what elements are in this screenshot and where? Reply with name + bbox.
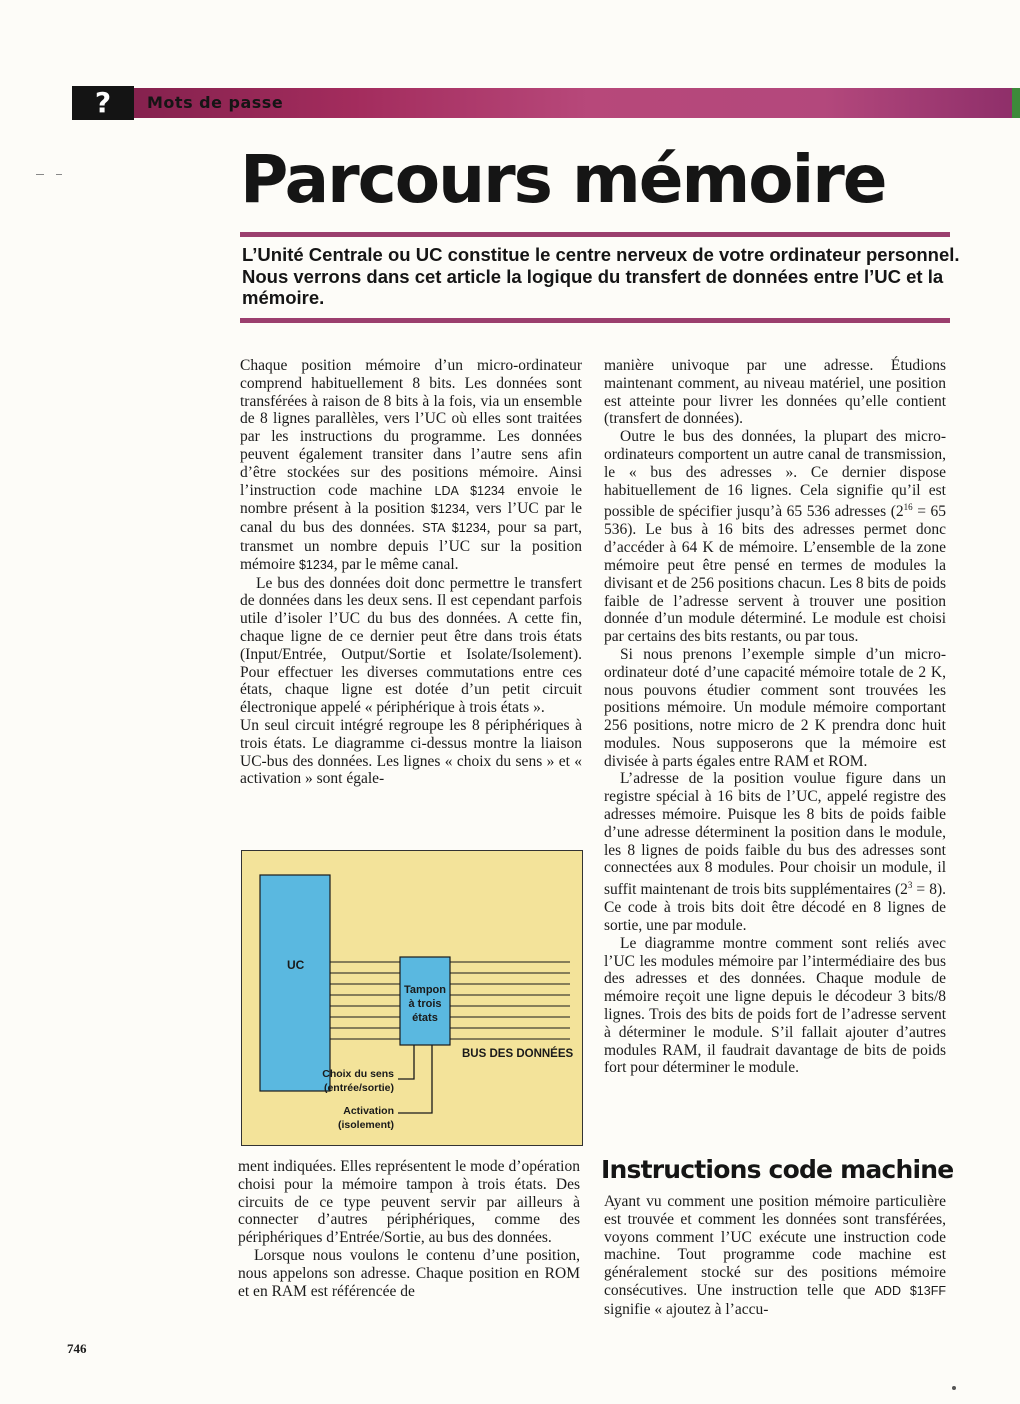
page-number: 746: [67, 1341, 87, 1356]
section-heading: Instructions code machine: [601, 1155, 954, 1184]
uc-label: UC: [287, 958, 305, 972]
paragraph: Un seul circuit intégré regroupe les 8 périphériques à trois états. Le diagramme ci-dessus montre la liaison UC-bus des données. Les lignes « choix du sens » et « activation » sont égale-: [240, 716, 582, 788]
text-run: Ayant vu comment une position mémoire particulière est trouvée et comment les données sont transférées, voyons comment l’UC exécute une instruction code machine. Tout programme code machine est généralement stocké sur des positions mémoire consécutives. Une instruction telle que: [604, 1193, 946, 1299]
buffer-label-line2: à trois: [408, 998, 442, 1010]
page-title: Parcours mémoire: [240, 141, 886, 218]
code-sta: STA $1234: [422, 521, 487, 536]
uc-block: [260, 875, 330, 1091]
code-address: $1234: [298, 557, 334, 572]
text-run: , par le même canal.: [333, 555, 459, 573]
text-run: Chaque position mémoire d’un micro-ordinateur comprend habituellement 8 bits. Les données sont transférées à raison de 8 bits à la fois, via un ensemble de 8 lignes parallèles, vers l’UC où elles sont traitées par les instructions du programme. Les données peuvent également transiter dans l’autre sens afin d’être stockées sur des positions mémoire. Ainsi l’instruction code machine: [240, 357, 582, 499]
question-mark-icon: ?: [72, 86, 134, 120]
text-run: , vers l’UC par le canal du bus des données.: [240, 500, 582, 537]
crop-mark: [56, 174, 62, 175]
superscript: 3: [907, 880, 913, 891]
edge-tab: [1012, 88, 1020, 118]
bus-label: BUS DES DONNÉES: [462, 1048, 574, 1060]
choix-label-line2: (entrée/sortie): [323, 1082, 394, 1094]
activation-label-line2: (isolement): [337, 1119, 394, 1131]
paragraph: [604, 428, 946, 646]
text-run: L’adresse de la position voulue figure dans un registre spécial à 16 bits de l’UC, appelé registre des adresses mémoire. Puisque les 8 bits de poids faible d’une adresse déterminent la position dans le module, les 8 lignes de poids faible du bus des adresses sont connectées aux 8 modules. Pour choisir un module, il suffit maintenant de trois bits supplémentaires (2: [604, 770, 946, 899]
text-run: = 65 536). Le bus à 16 bits des adresses permet donc d’accéder à 64 K de mémoire. L’ensemble de la zone mémoire peut être pensé en termes de modules la divisant et de 256 positions chacun. Les 8 bits de poids faible de l’adresse servent à trouver une position donnée d’un module déterminé. Le module est choisi par certains des bits restants, ou par tous.: [604, 503, 946, 646]
paragraph: [240, 357, 582, 575]
data-bus-diagram: [241, 850, 583, 1146]
activation-label-line1: Activation: [343, 1105, 394, 1117]
superscript: 16: [903, 502, 913, 513]
paragraph: [604, 770, 946, 934]
control-lines: [398, 1045, 432, 1113]
paragraph: Le diagramme montre comment sont reliés avec l’UC les modules mémoire par l’intermédiaire des bus des adresses et des données. Chaque module de mémoire reçoit une ligne depuis le décodeur 3 bits/8 lignes. Trois des bits de poids fort de l’adresse servent à déterminer le module. S’il fallait ajouter d’autres modules RAM, il faudrait davantage de bits de poids fort pour déterminer le module.: [604, 934, 946, 1077]
text-run: , pour sa part, transmet un nombre depuis l’UC sur la position mémoire: [240, 519, 582, 573]
paragraph: Si nous prenons l’exemple simple d’un micro-ordinateur doté d’une capacité mémoire totale de 2 K, nous pouvons étudier comment sont trouvées les positions mémoire. Un module mémoire comportant 256 positions, notre micro de 2 K prendra donc huit modules. Nous supposerons que la mémoire est divisée à parts égales entre RAM et ROM.: [604, 645, 946, 770]
intro-text: L’Unité Centrale ou UC constitue le centre nerveux de votre ordinateur personnel. Nous verrons dans cet article la logique du transfert de données entre l’UC et la mémoire.: [242, 244, 960, 308]
text-run: = 8). Ce code à trois bits doit être décodé en 8 lignes de sortie, une par module.: [604, 881, 947, 935]
left-column-top: [240, 357, 582, 788]
code-address: $1234: [430, 502, 466, 517]
paragraph: ment indiquées. Elles représentent le mode d’opération choisi pour la mémoire tampon à trois états. Des circuits de ce type peuvent servir par ailleurs à connecter d’autres périphériques, comme des périphériques d’Entrée/Sortie, au bus des données.: [238, 1158, 580, 1247]
paragraph: Lorsque nous voulons le contenu d’une position, nous appelons son adresse. Chaque position en ROM et en RAM est référencée de: [238, 1246, 580, 1300]
choix-label-line1: Choix du sens: [322, 1068, 394, 1080]
code-add: ADD $13FF: [874, 1283, 946, 1298]
cpu-lines: [330, 962, 400, 1039]
text-run: envoie le nombre présent à la position: [240, 481, 582, 518]
right-column: [604, 357, 946, 1077]
section-label: Mots de passe: [147, 93, 284, 112]
paragraph: [604, 1193, 946, 1319]
code-lda: LDA $1234: [434, 483, 505, 498]
print-dot: [952, 1386, 956, 1390]
intro-rule-top: [240, 232, 950, 237]
buffer-label-line3: états: [412, 1012, 438, 1024]
crop-mark: [36, 174, 44, 175]
bus-lines: [450, 962, 570, 1039]
diagram-svg: [242, 851, 582, 1145]
left-column-bottom: [238, 1158, 580, 1300]
paragraph: Le bus des données doit donc permettre le transfert de données dans les deux sens. Il est cependant parfois utile d’isoler l’UC du bus des données. A cette fin, chaque ligne de ce dernier peut être dans trois états (Input/Entrée, Output/Sortie et Isolate/Isolement). Pour effectuer les diverses commutations entre ces états, chaque ligne est dotée d’un petit circuit électronique appelé « périphérique à trois états ».: [240, 574, 582, 717]
text-run: Outre le bus des données, la plupart des micro-ordinateurs comportent un autre canal de transmission, le « bus des adresses ». Ce dernier dispose habituellement de 16 lignes. Cela signifie qu’il est possible de spécifier jusqu’à 65 536 adresses (2: [604, 428, 946, 521]
paragraph: manière univoque par une adresse. Étudions maintenant comment, au niveau matériel, une position est atteinte pour livrer les données qu’elle contient (transfert de données).: [604, 357, 946, 428]
buffer-label-line1: Tampon: [404, 984, 446, 996]
right-column-bottom: [604, 1193, 946, 1319]
text-run: signifie « ajoutez à l’accu-: [604, 1300, 769, 1318]
intro-rule-bottom: [240, 318, 950, 323]
